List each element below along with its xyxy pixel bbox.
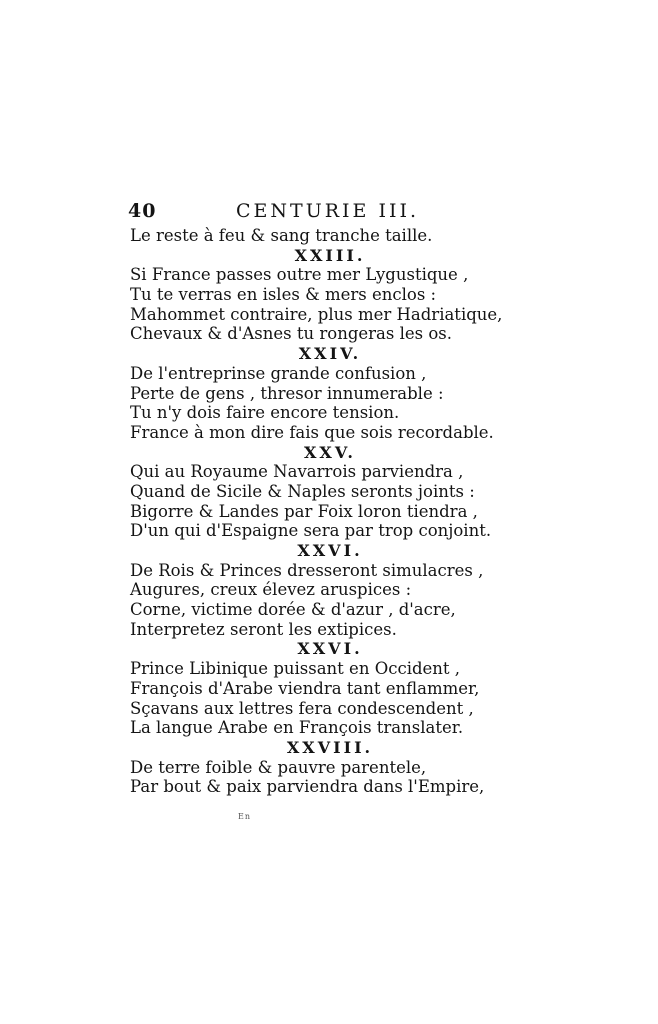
verse-line: Perte de gens , thresor innumerable : [130, 383, 444, 403]
verse-line: Quand de Sicile & Naples seronts joints : [130, 481, 475, 501]
quatrain-numeral: XXIII. [294, 245, 366, 265]
verse-line: De Rois & Princes dresseront simulacres , [130, 560, 484, 580]
verse-line: De terre foible & pauvre parentele, [130, 757, 427, 777]
verse-line: La langue Arabe en François translater. [130, 718, 464, 738]
verse-line: De l'entreprinse grande confusion , [130, 363, 427, 383]
verse-line: Corne, victime dorée & d'azur , d'acre, [130, 600, 456, 620]
quatrain-numeral: XXVI. [297, 541, 363, 560]
page-header [128, 200, 468, 228]
verse-line: D'un qui d'Espaigne sera par trop conjoint. [130, 521, 492, 541]
verse-line: France à mon dire fais que sois recordable. [130, 422, 494, 442]
verse-line: Si France passes outre mer Lygustique , [130, 265, 469, 285]
verse-line: Sçavans aux lettres fera condescendent , [130, 698, 474, 718]
verse-line: Tu n'y dois faire encore tension. [130, 403, 400, 423]
running-head: CENTURIE III. [236, 200, 419, 222]
quatrain-numeral: XXVI. [297, 639, 363, 659]
verse-line: Chevaux & d'Asnes tu rongeras les os. [130, 324, 452, 344]
quatrain-numeral: XXIV. [298, 344, 362, 364]
verse-line: Le reste à feu & sang tranche taille. [130, 226, 433, 245]
verse-line: Augures, creux élevez aruspices : [130, 580, 412, 600]
verse-line: Par bout & paix parviendra dans l'Empire, [130, 777, 485, 797]
catchword: En [238, 812, 251, 821]
verse-line: François d'Arabe viendra tant enflammer, [130, 678, 480, 698]
quatrain-numeral: XXVIII. [286, 737, 374, 757]
quatrain-numeral: XXV. [303, 442, 356, 462]
verse-line: Tu te verras en isles & mers enclos : [130, 285, 437, 305]
verse-line: Interpretez seront les extipices. [130, 619, 397, 639]
page-number: 40 [128, 200, 157, 222]
verse-line: Prince Libinique puissant en Occident , [130, 659, 461, 679]
verse-line: Mahommet contraire, plus mer Hadriatique, [130, 304, 503, 324]
verse-line: Qui au Royaume Navarrois parviendra , [130, 462, 464, 482]
verse-line: Bigorre & Landes par Foix loron tiendra , [130, 501, 478, 521]
quatrain-text [130, 226, 503, 797]
